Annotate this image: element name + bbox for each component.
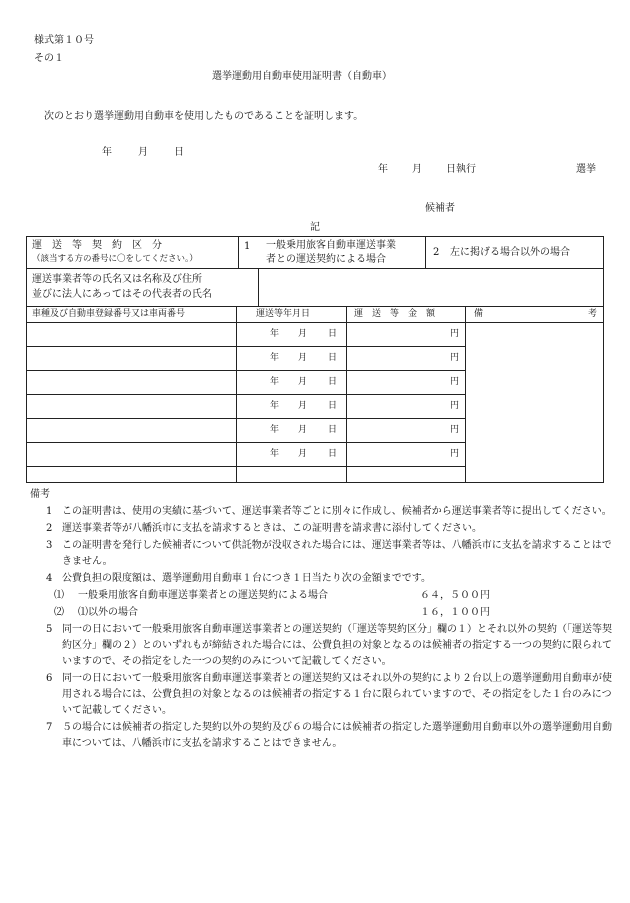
table-rule [236, 306, 237, 483]
row-year: 年 [270, 425, 280, 435]
row-day: 日 [328, 401, 338, 411]
note-text: 公費負担の限度額は、選挙運動用自動車１台につき１日当たり次の金額までです。 [62, 573, 431, 584]
note-item [34, 720, 612, 752]
vehicle-cell[interactable] [28, 419, 234, 441]
row-year: 年 [270, 401, 280, 411]
operator-label-line2: 並びに法人にあってはその代表者の氏名 [32, 289, 212, 300]
row-month: 月 [298, 377, 308, 387]
note-text: 一般乗用旅客自動車運送事業者との運送契約による場合 [78, 590, 328, 601]
vehicle-cell[interactable] [28, 371, 234, 393]
option1-line2: 者との運送契約による場合 [266, 254, 386, 265]
table-rule [603, 236, 604, 483]
note-text: 同一の日において一般乗用旅客自動車運送事業者との運送契約（「運送等契約区分」欄の１）とそれ以外の契約（「運送等契約区分」欄の２）とのいずれもが締結された場合には、公費負担の対象となるのは候補者の指定する一つの契約に限られていますので、その指定をした一つの契約のみについて記載してください。 [62, 624, 612, 667]
note-item [34, 571, 612, 587]
table-rule [346, 306, 347, 483]
election-label: 選挙 [576, 164, 596, 175]
exec-month: 月 [412, 164, 422, 175]
note-item [34, 622, 612, 670]
contract-label [32, 239, 232, 252]
note-number: 6 [46, 673, 53, 684]
row-day: 日 [328, 425, 338, 435]
table-rule [425, 236, 426, 268]
date-year: 年 [102, 147, 112, 158]
note-subitem [34, 588, 612, 604]
table-rule [238, 236, 239, 268]
note-item [34, 671, 612, 719]
note-item [34, 521, 612, 537]
contract-label-text: 運 送 等 契 約 区 分 [32, 240, 162, 251]
row-year: 年 [270, 329, 280, 339]
date-month: 月 [138, 147, 148, 158]
exec-day: 日執行 [446, 164, 476, 175]
vehicle-cell[interactable] [28, 347, 234, 369]
row-day: 日 [328, 353, 338, 363]
table-rule [26, 466, 466, 467]
row-yen: 円 [450, 377, 460, 387]
row-yen: 円 [450, 425, 460, 435]
contract-note: （該当する方の番号に〇をしてください。） [32, 254, 198, 264]
row-month: 月 [298, 329, 308, 339]
exec-year: 年 [378, 164, 388, 175]
vehicle-cell[interactable] [28, 395, 234, 417]
row-month: 月 [298, 425, 308, 435]
vehicle-cell[interactable] [28, 443, 234, 465]
page-title: 選挙運動用自動車使用証明書（自動車） [212, 71, 392, 82]
row-day: 日 [328, 449, 338, 459]
note-number: 4 [46, 573, 53, 584]
table-rule [26, 268, 604, 269]
row-yen: 円 [450, 401, 460, 411]
date-day: 日 [174, 147, 184, 158]
note-text: 運送事業者等が八幡浜市に支払を請求するときは、この証明書を請求書に添付してください。 [62, 523, 482, 534]
col-date: 運送等年月日 [256, 309, 311, 319]
operator-label-line1: 運送事業者等の氏名又は名称及び住所 [32, 274, 202, 285]
option1-line1: 一般乗用旅客自動車運送事業 [266, 240, 396, 251]
table-rule [26, 236, 604, 237]
note-amount: ６４，５００円 [420, 590, 490, 601]
row-month: 月 [298, 401, 308, 411]
table-rule [26, 236, 27, 483]
ki-label: 記 [310, 222, 320, 233]
row-year: 年 [270, 449, 280, 459]
vehicle-cell[interactable] [28, 323, 234, 345]
note-number: 5 [46, 624, 53, 635]
intro-text: 次のとおり選挙運動用自動車を使用したものであることを証明します。 [44, 111, 364, 122]
note-text: ⑴以外の場合 [78, 607, 138, 618]
note-item [34, 504, 612, 520]
row-yen: 円 [450, 353, 460, 363]
row-day: 日 [328, 329, 338, 339]
note-number: 7 [46, 722, 53, 733]
note-number: 2 [46, 523, 53, 534]
row-year: 年 [270, 353, 280, 363]
note-text: この証明書は、使用の実績に基づいて、運送事業者等ごとに別々に作成し、候補者から運送事業者等に提出してください。 [62, 506, 612, 517]
option1-number: 1 [244, 241, 251, 252]
table-rule [26, 482, 604, 483]
row-yen: 円 [450, 449, 460, 459]
table-rule [465, 306, 466, 483]
row-month: 月 [298, 353, 308, 363]
row-day: 日 [328, 377, 338, 387]
table-rule [26, 306, 604, 307]
notes-heading: 備考 [30, 489, 50, 500]
col-vehicle: 車種及び自動車登録番号又は車両番号 [32, 309, 186, 319]
col-remarks-right: 考 [588, 309, 598, 319]
note-number: 1 [46, 506, 53, 517]
form-part: その１ [34, 53, 64, 64]
table-rule [258, 268, 259, 306]
form-number: 様式第１０号 [34, 35, 94, 46]
note-number: 3 [46, 540, 53, 551]
note-subitem [34, 605, 612, 621]
note-amount: １６，１００円 [420, 607, 490, 618]
candidate-label: 候補者 [425, 203, 455, 214]
col-amount: 運 送 等 金 額 [354, 309, 436, 319]
note-text: 同一の日において一般乗用旅客自動車運送事業者との運送契約又はそれ以外の契約により２台以上の選挙運動用自動車が使用される場合には、公費負担の対象となるのは候補者の指定する１台に限られていますので、その指定をした１台のみについて記載してください。 [62, 673, 612, 716]
note-item [34, 538, 612, 570]
col-remarks-left: 備 [474, 309, 484, 319]
option2-text: 左に掲げる場合以外の場合 [450, 247, 570, 258]
note-number: ⑵ [54, 607, 64, 618]
row-year: 年 [270, 377, 280, 387]
note-text: この証明書を発行した候補者について供託物が没収された場合には、運送事業者等は、八幡浜市に支払を請求することはできません。 [62, 540, 612, 567]
option2-number: 2 [433, 247, 440, 258]
notes-list [34, 504, 612, 753]
operator-field[interactable] [260, 270, 602, 304]
note-number: ⑴ [54, 590, 64, 601]
note-text: ５の場合には候補者の指定した契約以外の契約及び６の場合には候補者の指定した選挙運動用自動車以外の選挙運動用自動車については、八幡浜市に支払を請求することはできません。 [62, 722, 612, 749]
row-yen: 円 [450, 329, 460, 339]
row-month: 月 [298, 449, 308, 459]
